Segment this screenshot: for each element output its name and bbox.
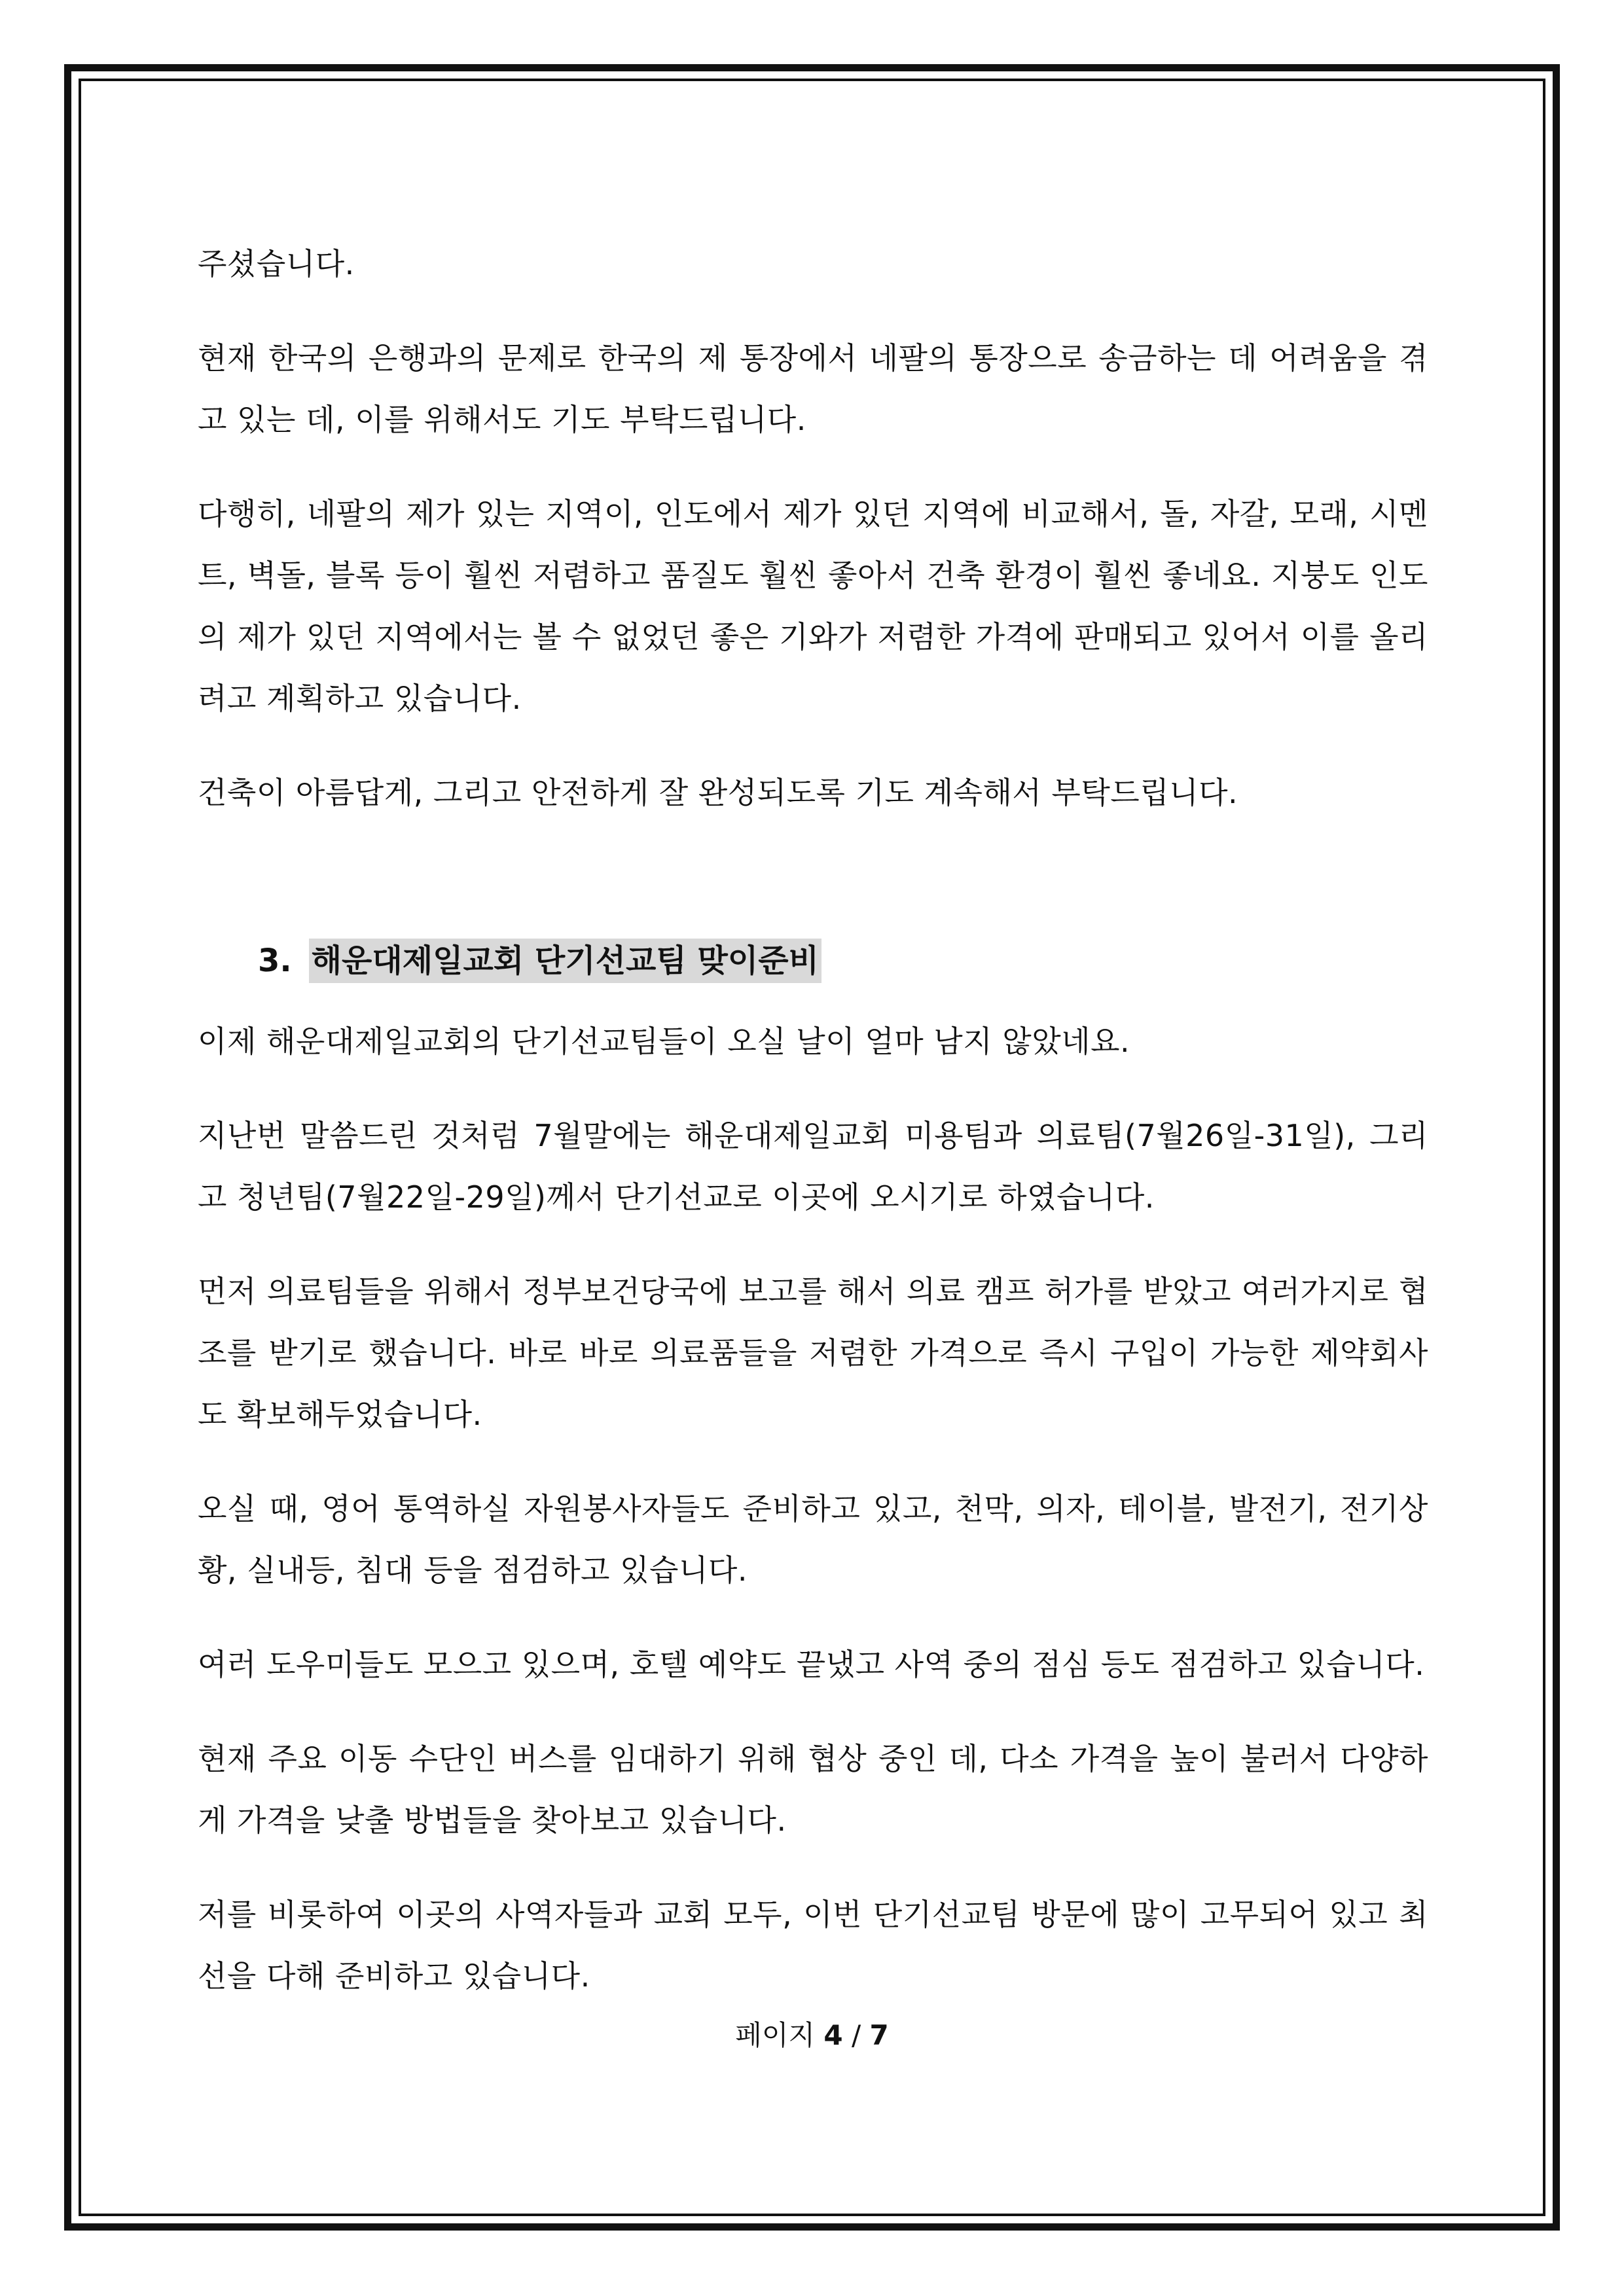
page-total: 7	[869, 2019, 889, 2051]
paragraph: 주셨습니다.	[198, 246, 355, 281]
paragraph: 오실 때, 영어 통역하실 자원봉사자들도 준비하고 있고, 천막, 의자, 테이블, 발전기, 전기상황, 실내등, 침대 등을 점검하고 있습니다.	[198, 1491, 1428, 1588]
paragraph: 현재 한국의 은행과의 문제로 한국의 제 통장에서 네팔의 통장으로 송금하는 데 어려움을 겪고 있는 데, 이를 위해서도 기도 부탁드립니다.	[198, 340, 1428, 437]
section-heading	[198, 928, 1428, 994]
document-body	[198, 233, 1428, 2039]
page-number-footer	[0, 2016, 1624, 2055]
section-title: 해운대제일교회 단기선교팀 맞이준비	[309, 939, 821, 983]
section-spacer	[198, 856, 1428, 928]
page-separator: /	[851, 2019, 861, 2051]
paragraph: 다행히, 네팔의 제가 있는 지역이, 인도에서 제가 있던 지역에 비교해서, 돌, 자갈, 모래, 시멘트, 벽돌, 블록 등이 훨씬 저렴하고 품질도 훨씬 좋아서 건축 환경이 훨씬 좋네요. 지붕도 인도의 제가 있던 지역에서는 볼 수 없었던 좋은 기와가 저렴한 가격에 판매되고 있어서 이를 올리려고 계획하고 있습니다.	[198, 496, 1428, 716]
section-number: 3.	[258, 942, 292, 979]
paragraph: 저를 비롯하여 이곳의 사역자들과 교회 모두, 이번 단기선교팀 방문에 많이 고무되어 있고 최선을 다해 준비하고 있습니다.	[198, 1897, 1428, 1994]
paragraph: 먼저 의료팀들을 위해서 정부보건당국에 보고를 해서 의료 캠프 허가를 받았고 여러가지로 협조를 받기로 했습니다. 바로 바로 의료품들을 저렴한 가격으로 즉시 구입이 가능한 제약회사도 확보해두었습니다.	[198, 1274, 1428, 1432]
paragraph: 지난번 말씀드린 것처럼 7월말에는 해운대제일교회 미용팀과 의료팀(7월26일-31일), 그리고 청년팀(7월22일-29일)께서 단기선교로 이곳에 오시기로 하였습니다.	[198, 1118, 1428, 1215]
paragraph: 여러 도우미들도 모으고 있으며, 호텔 예약도 끝냈고 사역 중의 점심 등도 점검하고 있습니다.	[198, 1647, 1425, 1682]
paragraph: 건축이 아름답게, 그리고 안전하게 잘 완성되도록 기도 계속해서 부탁드립니다.	[198, 775, 1238, 810]
page-current: 4	[823, 2019, 843, 2051]
page-label: 페이지	[735, 2019, 815, 2051]
paragraph: 이제 해운대제일교회의 단기선교팀들이 오실 날이 얼마 남지 않았네요.	[198, 1024, 1130, 1059]
paragraph: 현재 주요 이동 수단인 버스를 임대하기 위해 협상 중인 데, 다소 가격을 높이 불러서 다양하게 가격을 낮출 방법들을 찾아보고 있습니다.	[198, 1741, 1428, 1838]
